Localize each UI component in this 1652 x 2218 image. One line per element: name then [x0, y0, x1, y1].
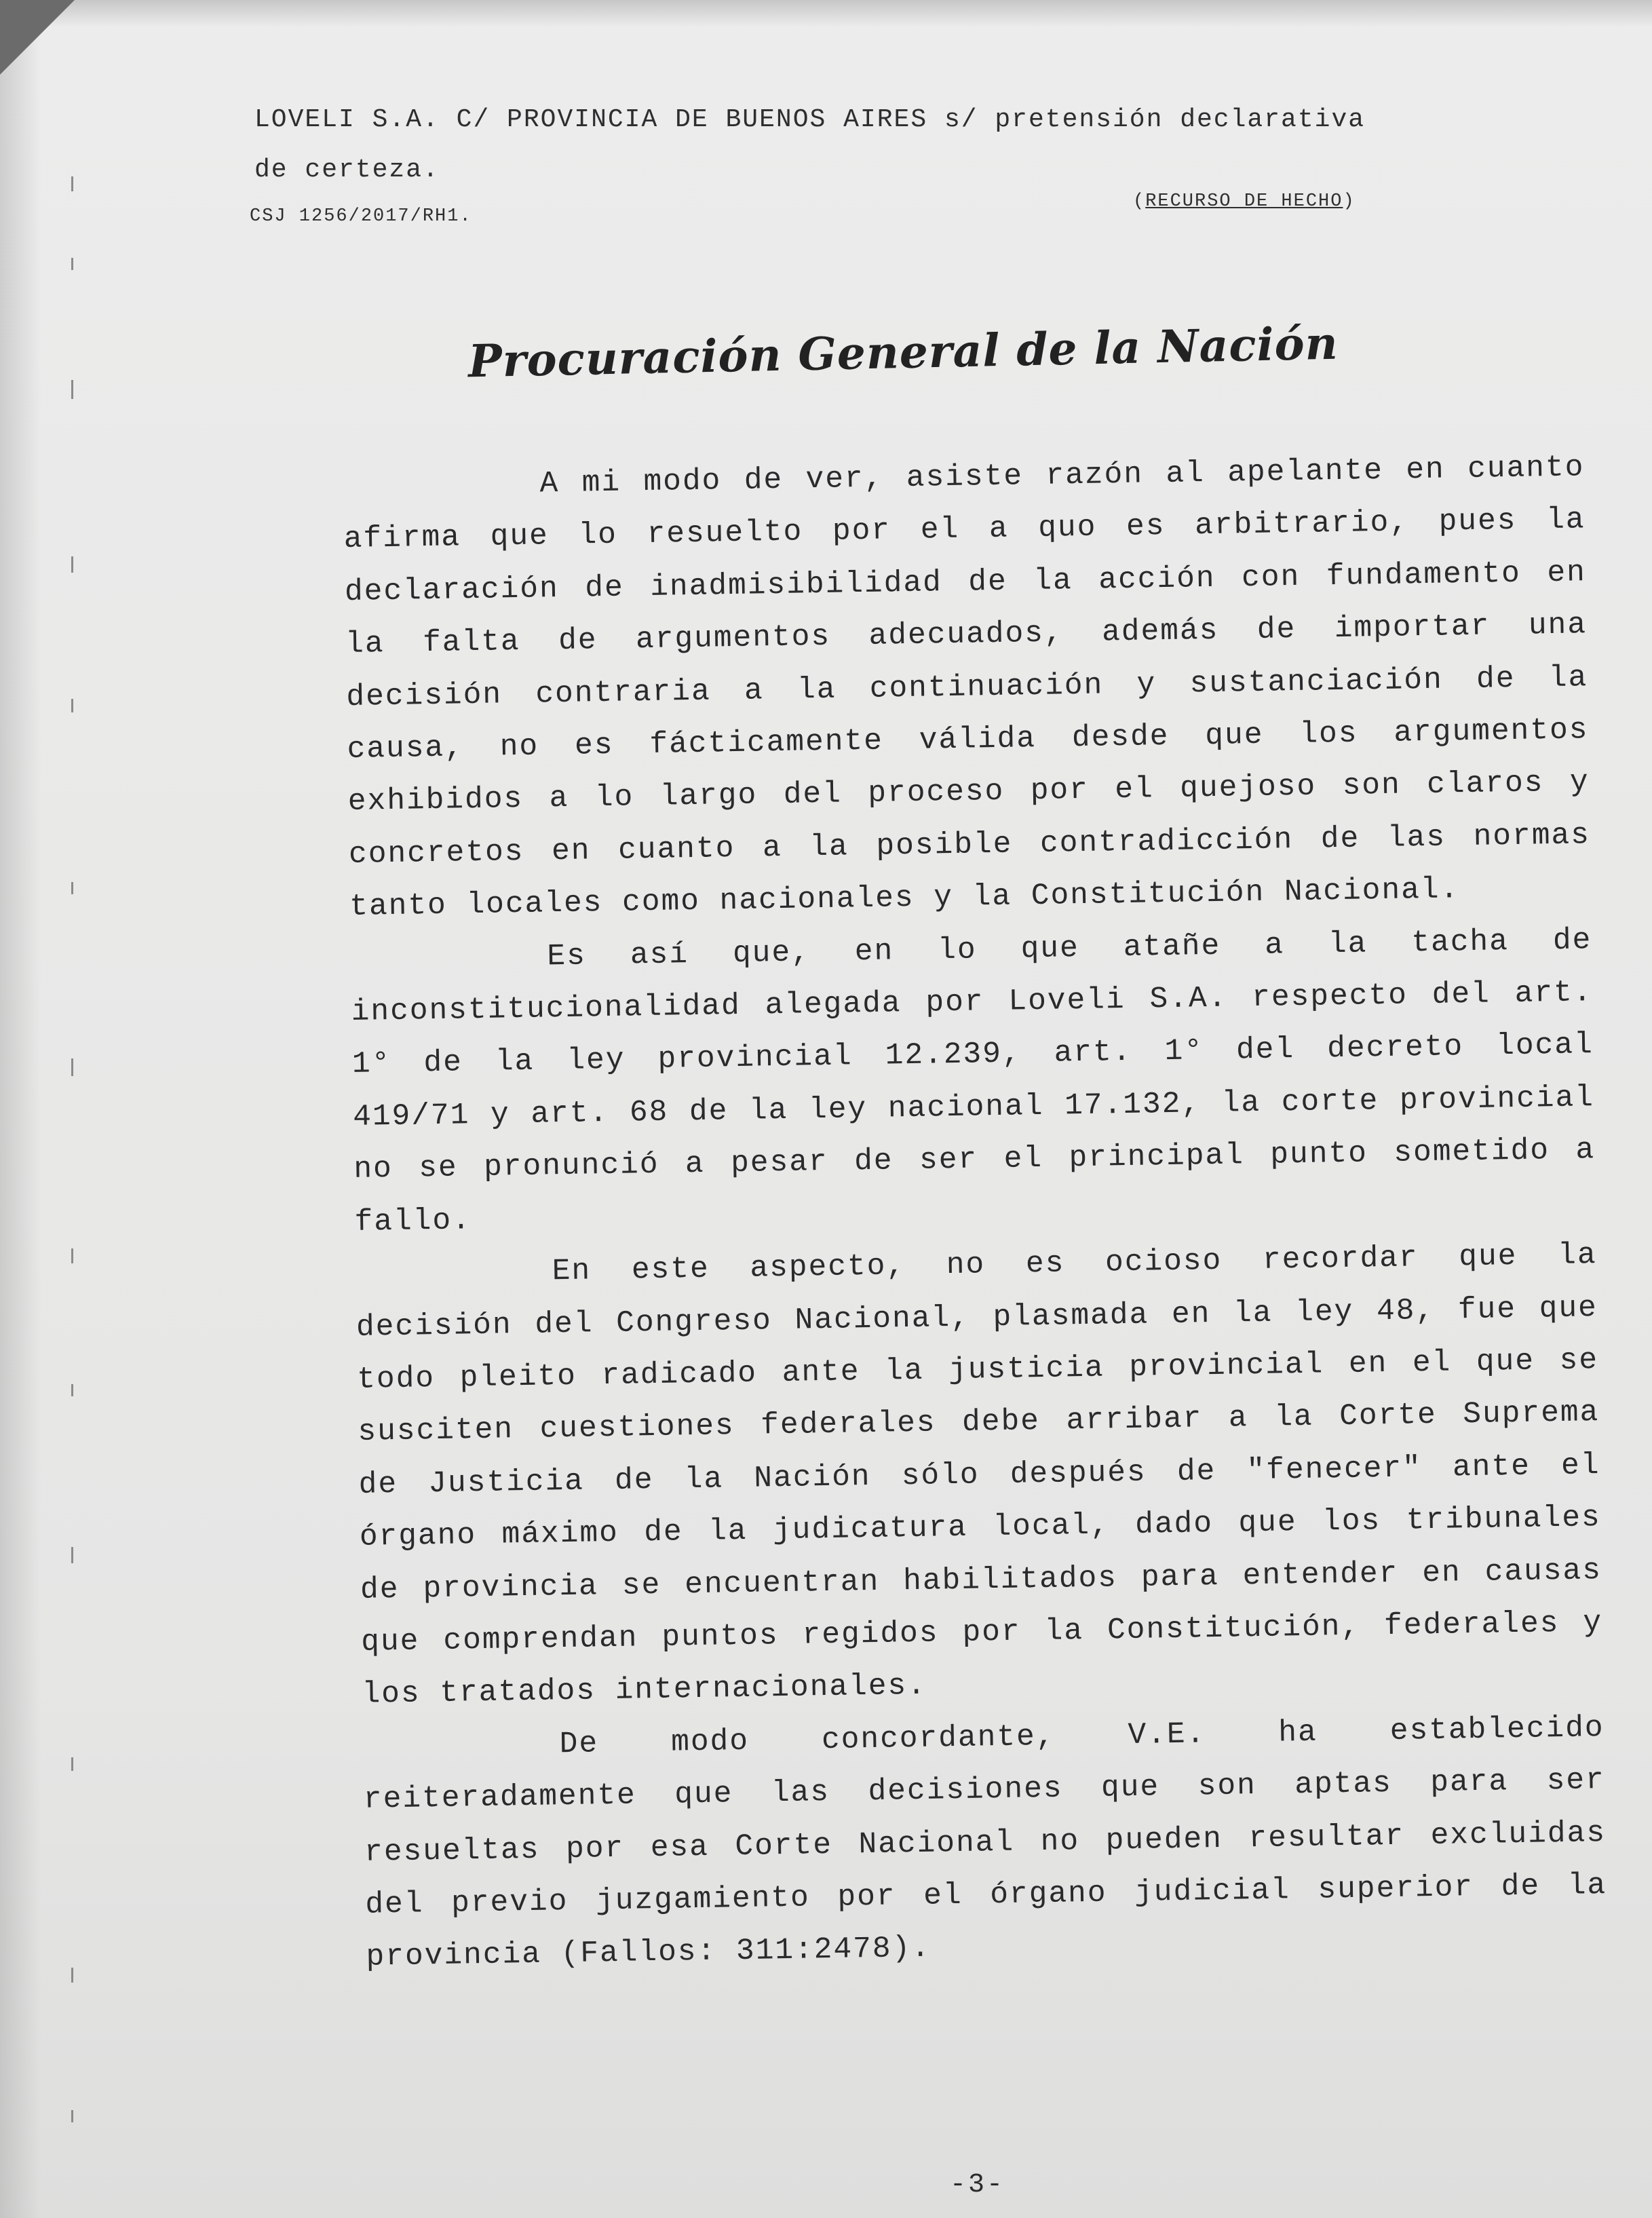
binding-margin-marks	[64, 176, 92, 2144]
paragraph: De modo concordante, V.E. ha establecido reiteradamente que las decisiones que son aptas para ser resueltas por esa Corte Nacional no pueden resultar excluidas del previo juzgamiento por el órgano judicial superior de la provincia (Fallos: 311:2478).	[363, 1710, 1607, 1975]
case-title	[254, 95, 1543, 195]
case-title-line-2: de certeza.	[254, 155, 440, 185]
document-body	[343, 442, 1608, 1984]
letterhead: Procuración General de la Nación	[467, 316, 1339, 388]
appeal-type-label: RECURSO DE HECHO	[1145, 191, 1343, 212]
paragraph: En este aspecto, no es ocioso recordar que la decisión del Congreso Nacional, plasmada en la ley 48, fue que todo pleito radicado ante la justicia provincial en el que se susciten cuestiones federales debe arribar a la Corte Suprema de Justicia de la Nación sólo después de "fenecer" ante el órgano máximo de la judicatura local, dado que los tribunales de provincia se encuentran habilitados para entender en causas que comprendan puntos regidos por la Constitución, federales y los tratados internacionales.	[356, 1238, 1603, 1713]
appeal-type-open: (	[1133, 191, 1146, 212]
appeal-type-close: )	[1343, 191, 1356, 212]
case-number: CSJ 1256/2017/RH1.	[250, 206, 472, 227]
page-number: -3-	[950, 2170, 1005, 2200]
paragraph: A mi modo de ver, asiste razón al apelante en cuanto afirma que lo resuelto por el a quo es arbitrario, pues la declaración de inadmisibilidad de la acción con fundamento en la falta de argumentos adecuados, además de importar una decisión contraria a la continuación y sustanciación de la causa, no es fácticamente válida desde que los argumentos exhibidos a lo largo del proceso por el quejoso son claros y concretos en cuanto a la posible contradicción de las normas tanto locales como nacionales y la Constitución Nacional.	[343, 451, 1591, 925]
case-title-line-1: LOVELI S.A. C/ PROVINCIA DE BUENOS AIRES s/ pretensión declarativa	[254, 105, 1366, 134]
scan-shadow-top	[0, 0, 1652, 27]
folded-corner	[0, 0, 75, 75]
appeal-type	[1133, 191, 1356, 212]
scan-shadow-left	[0, 0, 41, 2218]
paragraph: Es así que, en lo que atañe a la tacha de inconstitucionalidad alegada por Loveli S.A. respecto del art. 1° de la ley provincial 12.239, art. 1° del decreto local 419/71 y art. 68 de la ley nacional 17.132, la corte provincial no se pronunció a pesar de ser el principal punto sometido a fallo.	[351, 923, 1596, 1240]
